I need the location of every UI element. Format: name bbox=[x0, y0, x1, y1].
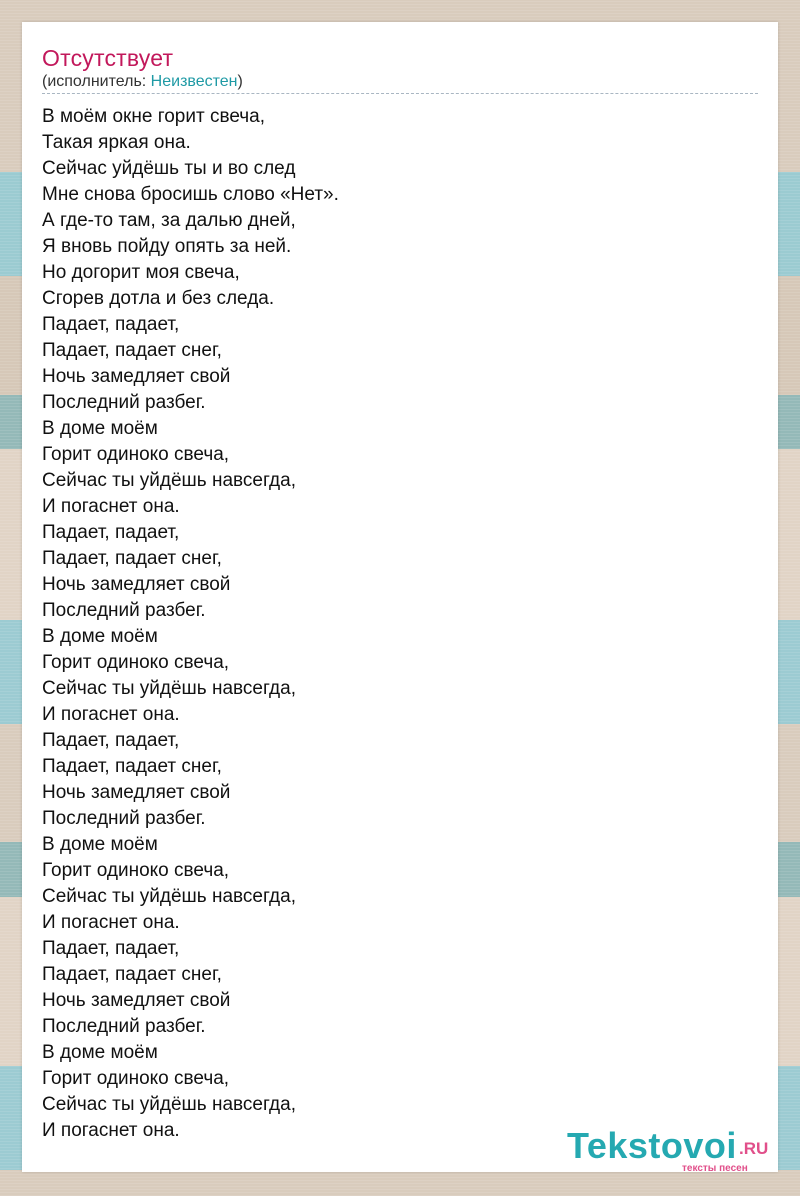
lyric-line: Падает, падает снег, bbox=[42, 756, 222, 777]
artist-suffix: ) bbox=[237, 73, 243, 90]
lyric-line: В доме моём bbox=[42, 418, 158, 439]
lyric-line: И погаснет она. bbox=[42, 1120, 180, 1141]
site-logo[interactable] bbox=[567, 1125, 779, 1175]
lyric-line: Ночь замедляет свой bbox=[42, 574, 231, 595]
lyric-line: Сейчас ты уйдёшь навсегда, bbox=[42, 678, 296, 699]
lyric-line: Падает, падает снег, bbox=[42, 340, 222, 361]
lyric-line: Горит одиноко свеча, bbox=[42, 860, 230, 881]
lyric-line: Я вновь пойду опять за ней. bbox=[42, 236, 292, 257]
logo-main-text: Tekstovoi bbox=[567, 1125, 737, 1166]
lyric-line: Ночь замедляет свой bbox=[42, 366, 231, 387]
lyric-line: Последний разбег. bbox=[42, 808, 206, 829]
lyric-line: Такая яркая она. bbox=[42, 132, 191, 153]
song-title: Отсутствует bbox=[42, 45, 174, 71]
lyric-line: Но догорит моя свеча, bbox=[42, 262, 240, 283]
lyric-line: Последний разбег. bbox=[42, 600, 206, 621]
lyric-line: Последний разбег. bbox=[42, 1016, 206, 1037]
lyric-line: В моём окне горит свеча, bbox=[42, 106, 266, 127]
lyric-line: Горит одиноко свеча, bbox=[42, 1068, 230, 1089]
lyric-line: А где-то там, за далью дней, bbox=[42, 210, 296, 231]
lyrics-card bbox=[22, 22, 778, 1172]
lyric-line: Горит одиноко свеча, bbox=[42, 444, 230, 465]
lyric-line: Сгорев дотла и без следа. bbox=[42, 288, 275, 309]
lyric-line: Последний разбег. bbox=[42, 392, 206, 413]
artist-prefix: (исполнитель: bbox=[42, 73, 151, 90]
title-divider bbox=[42, 93, 758, 94]
lyric-line: Ночь замедляет свой bbox=[42, 990, 231, 1011]
lyric-line: И погаснет она. bbox=[42, 496, 180, 517]
lyric-line: Падает, падает снег, bbox=[42, 548, 222, 569]
lyric-line: Ночь замедляет свой bbox=[42, 782, 231, 803]
lyric-line: Горит одиноко свеча, bbox=[42, 652, 230, 673]
lyric-line: Падает, падает, bbox=[42, 730, 180, 751]
lyric-line: Падает, падает, bbox=[42, 314, 180, 335]
lyric-line: Сейчас ты уйдёшь навсегда, bbox=[42, 1094, 296, 1115]
lyric-line: В доме моём bbox=[42, 834, 158, 855]
lyrics-text bbox=[42, 104, 339, 1144]
lyric-line: Падает, падает, bbox=[42, 522, 180, 543]
lyric-line: И погаснет она. bbox=[42, 704, 180, 725]
lyric-line: Падает, падает, bbox=[42, 938, 180, 959]
lyric-line: Сейчас уйдёшь ты и во след bbox=[42, 158, 296, 179]
lyric-line: В доме моём bbox=[42, 626, 158, 647]
lyric-line: Сейчас ты уйдёшь навсегда, bbox=[42, 470, 296, 491]
artist-link[interactable]: Неизвестен bbox=[150, 73, 238, 90]
logo-tagline: тексты песен bbox=[682, 1163, 748, 1174]
lyric-line: В доме моём bbox=[42, 1042, 158, 1063]
logo-tld: .RU bbox=[739, 1139, 769, 1158]
lyric-line: И погаснет она. bbox=[42, 912, 180, 933]
lyric-line: Сейчас ты уйдёшь навсегда, bbox=[42, 886, 296, 907]
lyric-line: Мне снова бросишь слово «Нет». bbox=[42, 184, 339, 205]
lyric-line: Падает, падает снег, bbox=[42, 964, 222, 985]
artist-line bbox=[42, 73, 243, 91]
